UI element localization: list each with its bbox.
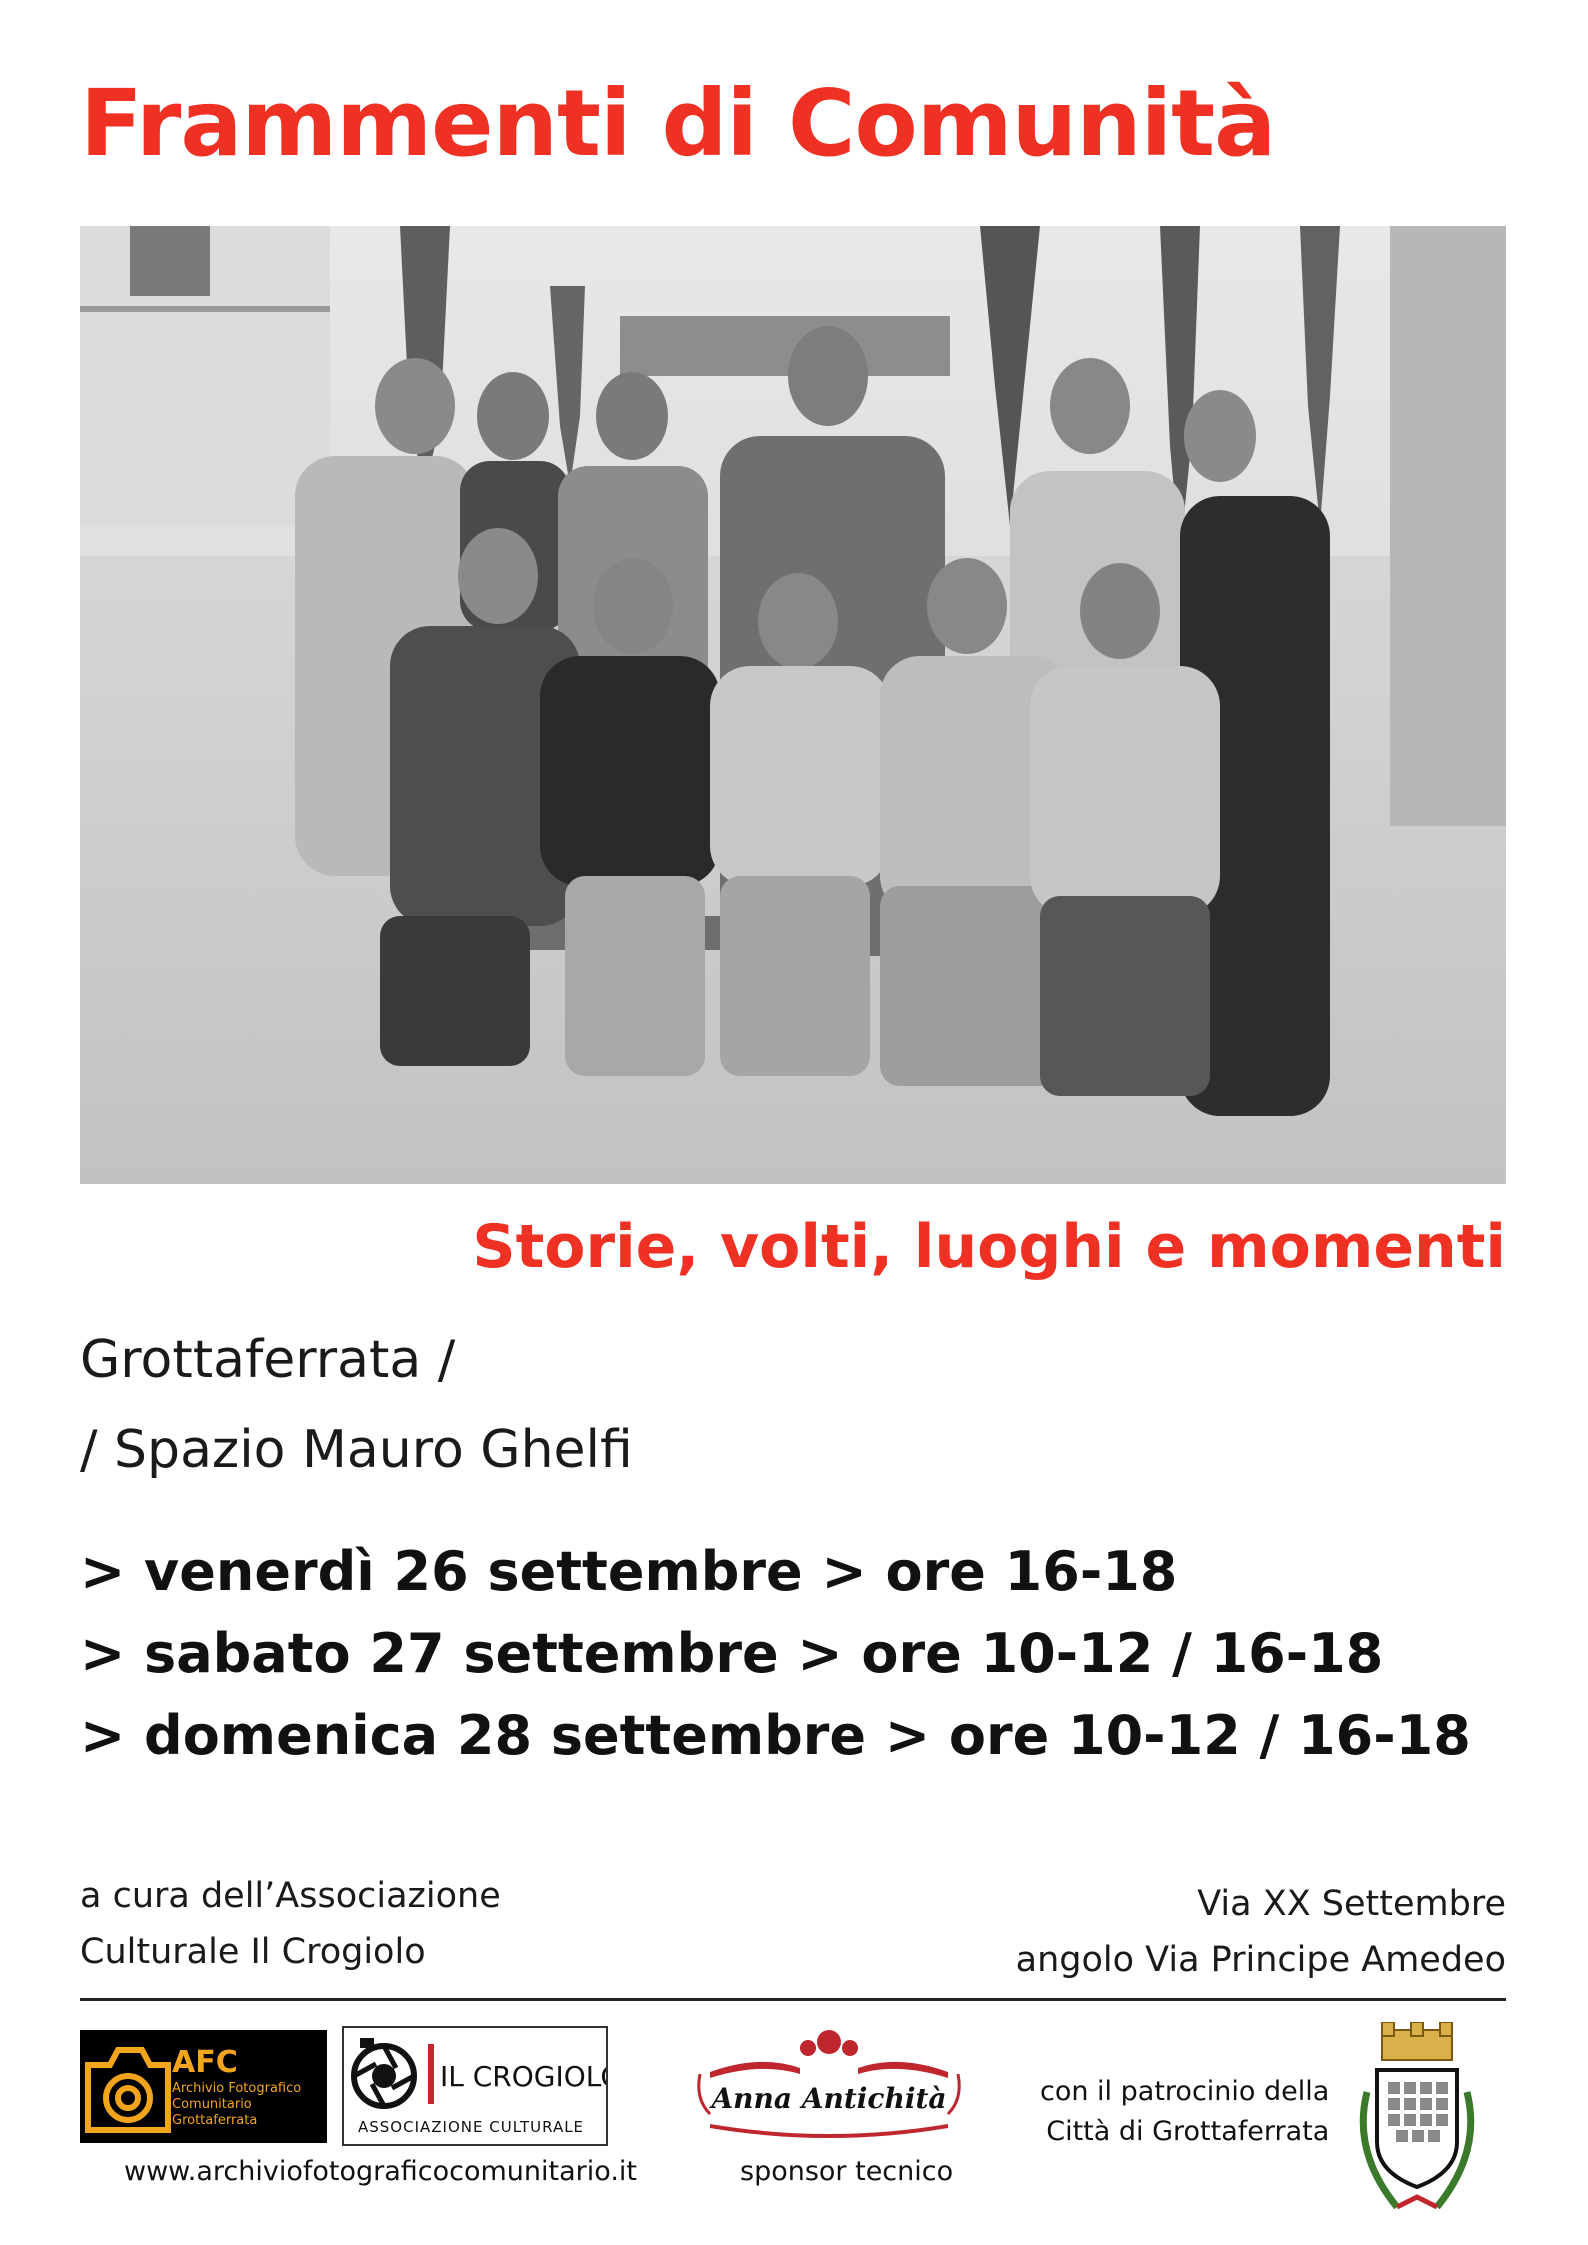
crogiolo-tagline: ASSOCIAZIONE CULTURALE [358,2118,585,2136]
patronage-text [1040,2072,1329,2152]
afc-abbr: AFC [172,2045,238,2080]
afc-logo [80,2030,327,2143]
anna-antichita-logo [690,2024,968,2144]
coat-of-arms-icon [1352,2022,1482,2227]
address-line-1: Via XX Settembre [1197,1884,1506,1924]
crogiolo-name: IL CROGIOLO [440,2060,606,2093]
date-line-2: > sabato 27 settembre > ore 10-12 / 16-18 [80,1622,1384,1685]
address-line-2: angolo Via Principe Amedeo [1015,1940,1506,1980]
location-line-1: Grottaferrata / [80,1330,456,1390]
afc-line-1: Archivio Fotografico [172,2081,302,2096]
afc-line-2: Comunitario [172,2097,252,2112]
date-line-1: > venerdì 26 settembre > ore 16-18 [80,1540,1178,1603]
patronage-line-2: Città di Grottaferrata [1046,2116,1330,2147]
patronage-line-1: con il patrocinio della [1040,2076,1330,2107]
aperture-icon [354,2038,414,2106]
afc-line-3: Grottaferrata [172,2113,258,2128]
anna-name: Anna Antichità [711,2082,947,2115]
poster-title: Frammenti di Comunità [80,70,1276,177]
curated-by-line-2: Culturale Il Crogiolo [80,1932,426,1972]
website-link[interactable]: www.archiviofotograficocomunitario.it [124,2156,637,2187]
crogiolo-logo [342,2026,608,2146]
curated-by-line-1: a cura dell’Associazione [80,1876,501,1916]
location-line-2: / Spazio Mauro Ghelfi [80,1420,633,1480]
sponsor-label: sponsor tecnico [740,2156,954,2187]
address [1016,1876,1506,1988]
date-line-3: > domenica 28 settembre > ore 10-12 / 16-18 [80,1704,1471,1767]
poster-subtitle: Storie, volti, luoghi e momenti [472,1212,1506,1282]
historical-group-photo [80,226,1506,1184]
divider-rule [80,1998,1506,2001]
curated-by [80,1868,501,1980]
